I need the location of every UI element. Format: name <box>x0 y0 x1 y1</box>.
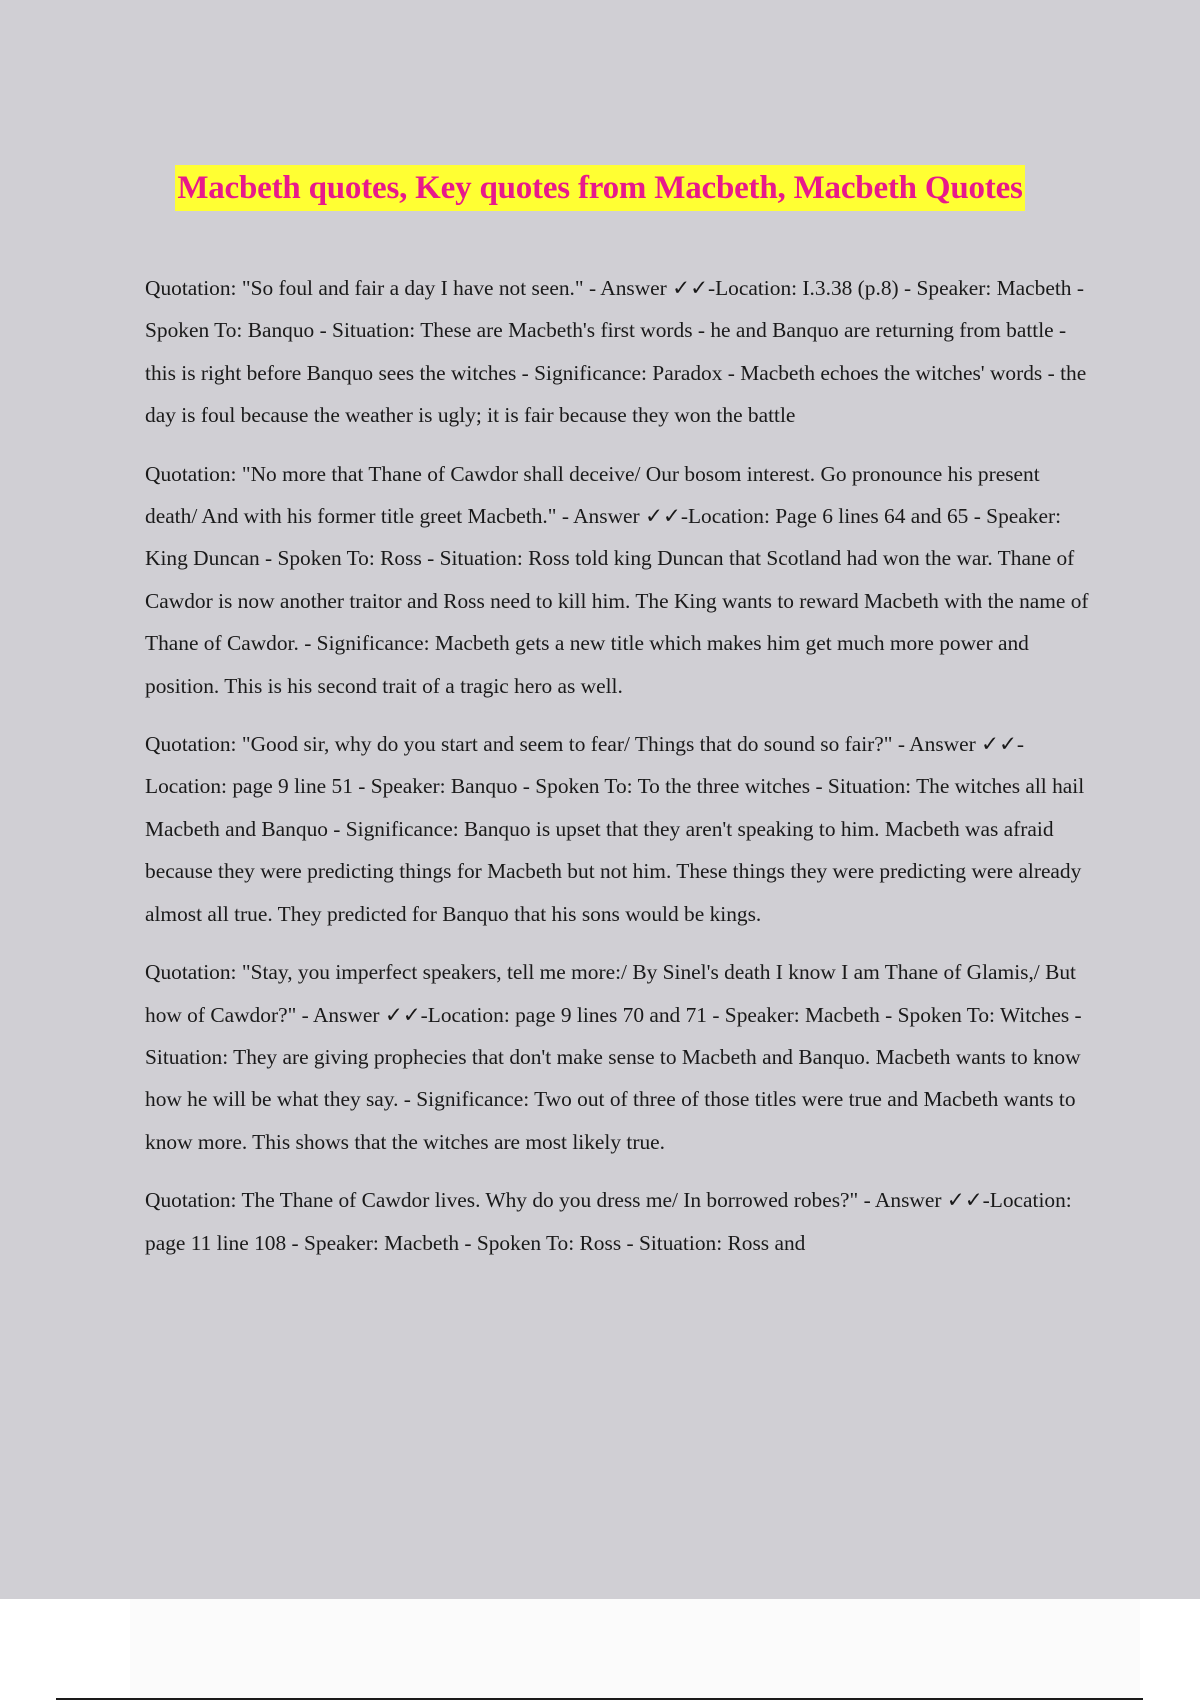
quote-paragraph-4: Quotation: "Stay, you imperfect speakers, tell me more:/ By Sinel's death I know I am Thane of Glamis,/ But how of Cawdor?" - Answer ✓✓-Location: page 9 lines 70 and 71 - Speaker: Macbeth - Spoken To: Witches - Situation: They are giving prophecies that don't make sense to Macbeth and Banquo. Macbeth wants to know how he will be what they say. - Significance: Two out of three of those titles were true and Macbeth wants to know more. This shows that the witches are most likely true. <box>145 960 1082 1154</box>
page-bottom-band <box>130 1599 1140 1700</box>
quote-paragraph-1: Quotation: "So foul and fair a day I have not seen." - Answer ✓✓-Location: I.3.38 (p.8) - Speaker: Macbeth - Spoken To: Banquo - Situation: These are Macbeth's first words - he and Banquo are returning from battle - this is right before Banquo sees the witches - Significance: Paradox - Macbeth echoes the witches' words - the day is foul because the weather is ugly; it is fair because they won the battle <box>145 276 1087 428</box>
document-body <box>145 267 1095 1280</box>
title-container <box>0 165 1200 211</box>
document-title: Macbeth quotes, Key quotes from Macbeth, Macbeth Quotes <box>175 165 1024 211</box>
quote-paragraph-3: Quotation: "Good sir, why do you start and seem to fear/ Things that do sound so fair?" - Answer ✓✓-Location: page 9 line 51 - Speaker: Banquo - Spoken To: To the three witches - Situation: The witches all hail Macbeth and Banquo - Significance: Banquo is upset that they aren't speaking to him. Macbeth was afraid because they were predicting things for Macbeth but not him. These things they were predicting were already almost all true. They predicted for Banquo that his sons would be kings. <box>145 732 1085 926</box>
quote-paragraph-2: Quotation: "No more that Thane of Cawdor shall deceive/ Our bosom interest. Go pronounce his present death/ And with his former title greet Macbeth." - Answer ✓✓-Location: Page 6 lines 64 and 65 - Speaker: King Duncan - Spoken To: Ross - Situation: Ross told king Duncan that Scotland had won the war. Thane of Cawdor is now another traitor and Ross need to kill him. The King wants to reward Macbeth with the name of Thane of Cawdor. - Significance: Macbeth gets a new title which makes him get much more power and position. This is his second trait of a tragic hero as well. <box>145 461 1089 698</box>
quote-paragraph-5: Quotation: The Thane of Cawdor lives. Why do you dress me/ In borrowed robes?" - Answer ✓✓-Location: page 11 line 108 - Speaker: Macbeth - Spoken To: Ross - Situation: Ross and <box>145 1188 1072 1255</box>
